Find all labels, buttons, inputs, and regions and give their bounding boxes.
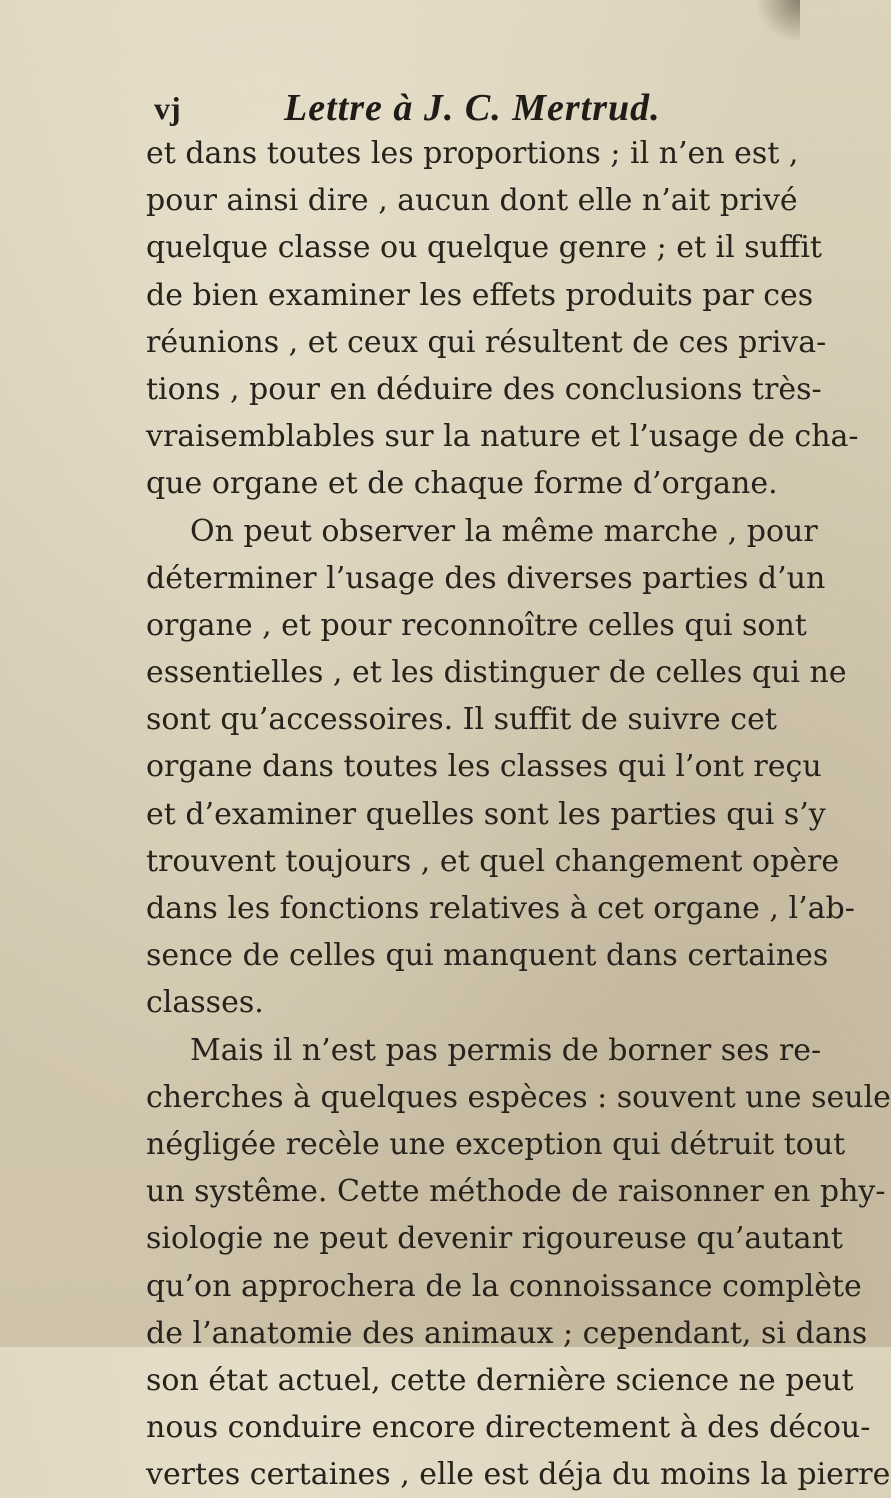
text-line: déterminer l’usage des diverses parties d’un [146,560,826,596]
text-line: quelque classe ou quelque genre ; et il suffit [146,230,822,266]
text-line: réunions , et ceux qui résultent de ces priva- [146,324,827,360]
paragraph-start-line: Mais il n’est pas permis de borner ses re- [190,1032,822,1068]
text-line: tions , pour en déduire des conclusions très- [146,371,822,407]
text-line: un systême. Cette méthode de raisonner en phy- [146,1174,886,1210]
text-line: classes. [146,985,264,1021]
text-line: vertes certaines , elle est déja du moins la pierre [146,1457,891,1493]
text-line: qu’on approchera de la connoissance complète [146,1268,862,1304]
text-line: vraisemblables sur la nature et l’usage de cha- [146,419,859,455]
text-line: sence de celles qui manquent dans certaines [146,938,829,974]
text-line: négligée recèle une exception qui détruit tout [146,1126,846,1162]
text-line: et d’examiner quelles sont les parties qui s’y [146,796,826,832]
page-header [118,86,758,130]
text-line: dans les fonctions relatives à cet organe , l’ab- [146,891,855,926]
body-text [146,130,891,1498]
text-line: essentielles , et les distinguer de celles qui ne [146,655,847,691]
text-line: de bien examiner les effets produits par ces [146,277,814,313]
text-line: nous conduire encore directement à des décou- [146,1410,871,1446]
text-line: siologie ne peut devenir rigoureuse qu’autant [146,1221,843,1257]
text-line: son état actuel, cette dernière science ne peut [146,1362,854,1398]
running-title: Lettre à J. C. Mertrud. [284,87,661,129]
page-number: vj [154,90,181,126]
paragraph-start-line: On peut observer la même marche , pour [190,513,818,549]
text-line: trouvent toujours , et quel changement opère [146,843,840,879]
text-line: sont qu’accessoires. Il suffit de suivre cet [146,702,777,738]
text-line: de l’anatomie des animaux ; cependant, si dans [146,1315,868,1351]
text-line: organe , et pour reconnoître celles qui sont [146,607,807,643]
text-line: et dans toutes les proportions ; il n’en est , [146,136,799,171]
text-line: organe dans toutes les classes qui l’ont reçu [146,749,822,785]
text-line: cherches à quelques espèces : souvent une seule [146,1079,891,1115]
page-corner-stain [752,0,800,40]
text-line: que organe et de chaque forme d’organe. [146,466,778,502]
text-line: pour ainsi dire , aucun dont elle n’ait privé [146,183,798,219]
